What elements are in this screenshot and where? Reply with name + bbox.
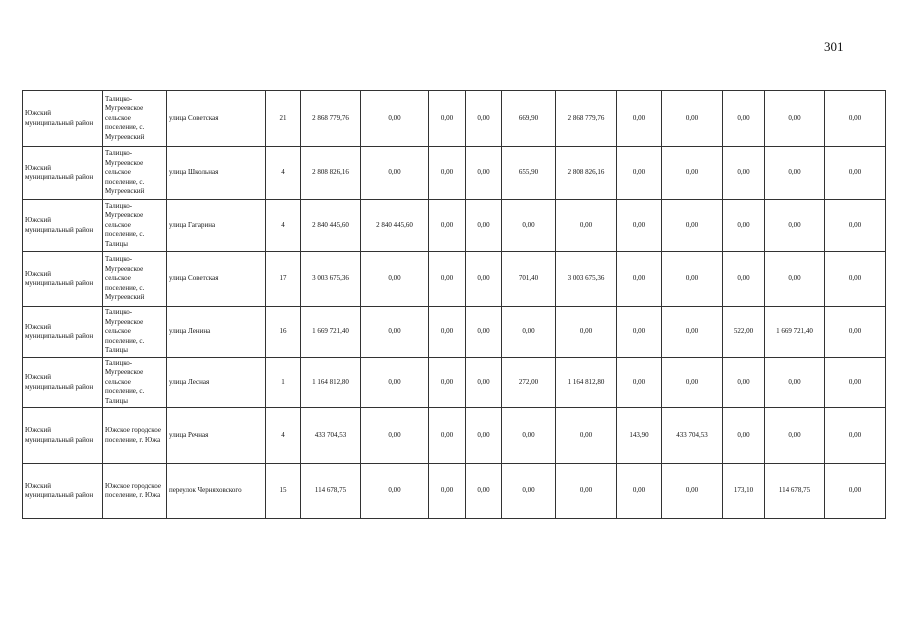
total-cost-cell: 2 840 445,60 [301,200,361,252]
street-cell: улица Речная [167,408,266,464]
amount-cell: 0,00 [429,147,466,200]
amount-cell: 0,00 [429,464,466,519]
amount-cell: 0,00 [556,200,617,252]
amount-cell: 0,00 [662,252,723,307]
amount-cell: 0,00 [765,200,825,252]
area-cell: 701,40 [502,252,556,307]
amount-cell: 0,00 [361,252,429,307]
total-cost-cell: 3 003 675,36 [301,252,361,307]
settlement-cell: Талицко-Мугреевское сельское поселение, с. Мугреевский [103,252,167,307]
area-cell: 0,00 [502,200,556,252]
total-cost-cell: 2 808 826,16 [301,147,361,200]
table-row [23,358,886,408]
area-cell: 143,90 [617,408,662,464]
area-cell: 0,00 [617,307,662,358]
table-row [23,91,886,147]
amount-cell: 1 164 812,80 [556,358,617,408]
district-cell: Южский муниципальный район [23,91,103,147]
amount-cell: 0,00 [466,307,502,358]
amount-cell: 0,00 [765,147,825,200]
table-row [23,307,886,358]
amount-cell: 0,00 [361,147,429,200]
amount-cell: 0,00 [662,307,723,358]
area-cell: 0,00 [723,358,765,408]
table-row [23,464,886,519]
area-cell: 0,00 [617,464,662,519]
amount-cell: 433 704,53 [662,408,723,464]
amount-cell: 0,00 [662,200,723,252]
amount-cell: 0,00 [466,147,502,200]
area-cell: 0,00 [502,464,556,519]
house-number-cell: 4 [266,147,301,200]
amount-cell: 0,00 [825,91,886,147]
housing-repair-table [22,90,886,519]
district-cell: Южский муниципальный район [23,408,103,464]
total-cost-cell: 2 868 779,76 [301,91,361,147]
amount-cell: 0,00 [825,147,886,200]
amount-cell: 0,00 [825,464,886,519]
settlement-cell: Талицко-Мугреевское сельское поселение, с. Талицы [103,358,167,408]
amount-cell: 0,00 [825,252,886,307]
amount-cell: 0,00 [825,408,886,464]
amount-cell: 2 808 826,16 [556,147,617,200]
settlement-cell: Талицко-Мугреевское сельское поселение, с. Мугреевский [103,147,167,200]
amount-cell: 0,00 [361,307,429,358]
table-row [23,252,886,307]
area-cell: 0,00 [617,91,662,147]
street-cell: улица Советская [167,91,266,147]
area-cell: 272,00 [502,358,556,408]
area-cell: 0,00 [723,91,765,147]
amount-cell: 0,00 [765,91,825,147]
settlement-cell: Южское городское поселение, г. Южа [103,408,167,464]
amount-cell: 0,00 [429,307,466,358]
district-cell: Южский муниципальный район [23,464,103,519]
amount-cell: 0,00 [466,91,502,147]
house-number-cell: 15 [266,464,301,519]
amount-cell: 0,00 [429,91,466,147]
street-cell: улица Школьная [167,147,266,200]
amount-cell: 0,00 [466,200,502,252]
amount-cell: 0,00 [556,307,617,358]
settlement-cell: Талицко-Мугреевское сельское поселение, с. Талицы [103,307,167,358]
district-cell: Южский муниципальный район [23,358,103,408]
settlement-cell: Талицко-Мугреевское сельское поселение, с. Талицы [103,200,167,252]
street-cell: улица Гагарина [167,200,266,252]
area-cell: 0,00 [617,200,662,252]
street-cell: улица Советская [167,252,266,307]
amount-cell: 0,00 [361,91,429,147]
amount-cell: 0,00 [825,200,886,252]
area-cell: 173,10 [723,464,765,519]
amount-cell: 0,00 [361,358,429,408]
amount-cell: 0,00 [765,408,825,464]
amount-cell: 0,00 [361,464,429,519]
table-row [23,200,886,252]
house-number-cell: 17 [266,252,301,307]
district-cell: Южский муниципальный район [23,200,103,252]
area-cell: 0,00 [502,307,556,358]
house-number-cell: 16 [266,307,301,358]
area-cell: 655,90 [502,147,556,200]
amount-cell: 0,00 [429,200,466,252]
area-cell: 0,00 [617,252,662,307]
area-cell: 0,00 [723,408,765,464]
house-number-cell: 1 [266,358,301,408]
district-cell: Южский муниципальный район [23,252,103,307]
amount-cell: 0,00 [825,358,886,408]
area-cell: 0,00 [723,147,765,200]
district-cell: Южский муниципальный район [23,147,103,200]
amount-cell: 0,00 [825,307,886,358]
amount-cell: 0,00 [556,408,617,464]
total-cost-cell: 1 164 812,80 [301,358,361,408]
district-cell: Южский муниципальный район [23,307,103,358]
amount-cell: 3 003 675,36 [556,252,617,307]
total-cost-cell: 114 678,75 [301,464,361,519]
area-cell: 0,00 [617,358,662,408]
area-cell: 0,00 [723,252,765,307]
amount-cell: 0,00 [556,464,617,519]
amount-cell: 0,00 [662,147,723,200]
street-cell: улица Лесная [167,358,266,408]
street-cell: переулок Черняховского [167,464,266,519]
amount-cell: 0,00 [466,408,502,464]
area-cell: 0,00 [617,147,662,200]
amount-cell: 0,00 [662,358,723,408]
amount-cell: 0,00 [429,408,466,464]
amount-cell: 0,00 [662,464,723,519]
amount-cell: 0,00 [466,358,502,408]
amount-cell: 0,00 [361,408,429,464]
amount-cell: 0,00 [662,91,723,147]
amount-cell: 0,00 [429,358,466,408]
house-number-cell: 21 [266,91,301,147]
area-cell: 0,00 [502,408,556,464]
amount-cell: 0,00 [429,252,466,307]
amount-cell: 0,00 [765,252,825,307]
street-cell: улица Ленина [167,307,266,358]
total-cost-cell: 1 669 721,40 [301,307,361,358]
table-row [23,147,886,200]
amount-cell: 1 669 721,40 [765,307,825,358]
table-row [23,408,886,464]
amount-cell: 2 868 779,76 [556,91,617,147]
area-cell: 669,90 [502,91,556,147]
settlement-cell: Южское городское поселение, г. Южа [103,464,167,519]
total-cost-cell: 433 704,53 [301,408,361,464]
area-cell: 0,00 [723,200,765,252]
amount-cell: 0,00 [466,464,502,519]
amount-cell: 0,00 [765,358,825,408]
settlement-cell: Талицко-Мугреевское сельское поселение, с. Мугреевский [103,91,167,147]
house-number-cell: 4 [266,408,301,464]
amount-cell: 114 678,75 [765,464,825,519]
area-cell: 522,00 [723,307,765,358]
amount-cell: 2 840 445,60 [361,200,429,252]
amount-cell: 0,00 [466,252,502,307]
page-number: 301 [824,39,844,54]
house-number-cell: 4 [266,200,301,252]
